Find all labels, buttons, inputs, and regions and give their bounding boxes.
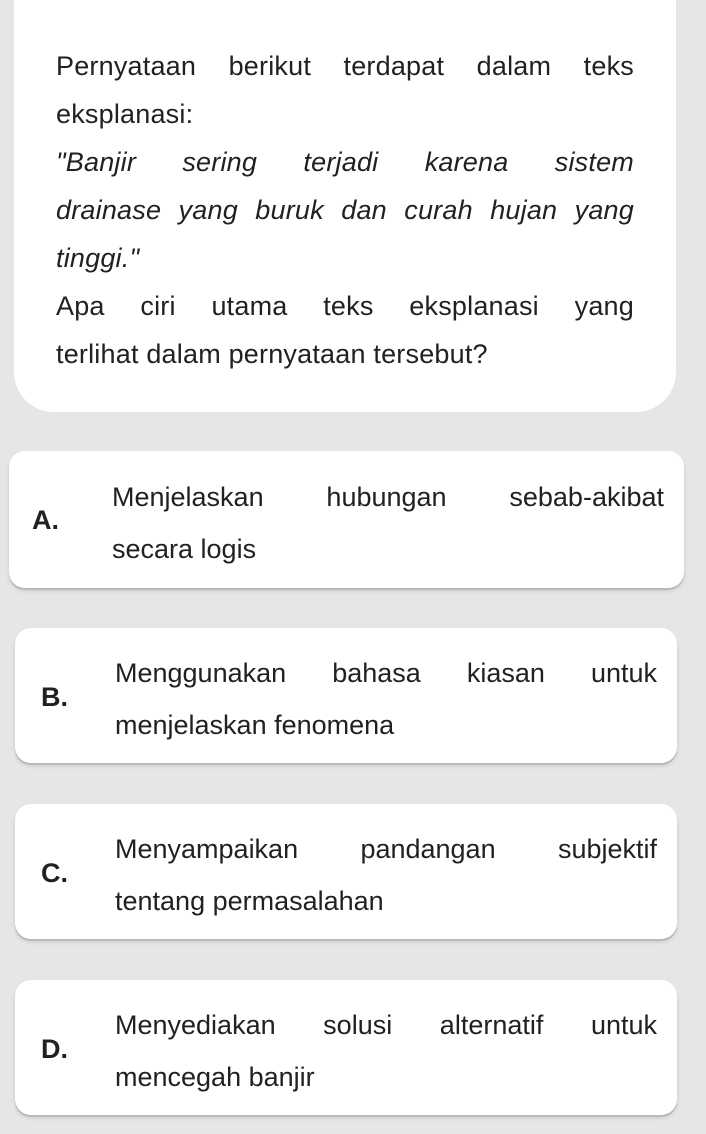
quote-line-2: drainase yang buruk dan curah hujan yang: [56, 195, 634, 225]
question-line-1: Pernyataan berikut terdapat dalam teks: [56, 51, 634, 81]
question-line-2: eksplanasi:: [56, 99, 194, 129]
option-d-text: [115, 999, 657, 1103]
option-c-line-2: tentang permasalahan: [115, 886, 384, 916]
option-a-letter: A.: [32, 505, 59, 535]
option-a-line-1: Menjelaskan hubungan sebab-akibat: [112, 482, 664, 512]
option-c-button[interactable]: [15, 804, 677, 939]
prompt-line-1: Apa ciri utama teks eksplanasi yang: [56, 291, 634, 321]
option-a-line-2: secara logis: [112, 534, 257, 564]
option-b-letter: B.: [41, 682, 68, 712]
option-c-line-1: Menyampaikan pandangan subjektif: [115, 834, 657, 864]
quote-line-1: "Banjir sering terjadi karena sistem: [56, 147, 634, 177]
option-b-line-2: menjelaskan fenomena: [115, 710, 395, 740]
option-d-line-1: Menyediakan solusi alternatif untuk: [115, 1010, 657, 1040]
option-a-text: [112, 471, 664, 575]
prompt-line-2: terlihat dalam pernyataan tersebut?: [56, 339, 488, 369]
option-c-letter: C.: [41, 858, 68, 888]
question-card: [14, 0, 676, 412]
quote-line-3: tinggi.": [56, 243, 140, 273]
option-b-text: [115, 647, 657, 751]
option-b-button[interactable]: [15, 628, 677, 763]
option-d-button[interactable]: [15, 980, 677, 1115]
option-a-button[interactable]: [9, 451, 684, 588]
option-c-text: [115, 823, 657, 927]
option-d-line-2: mencegah banjir: [115, 1062, 315, 1092]
option-b-line-1: Menggunakan bahasa kiasan untuk: [115, 658, 657, 688]
option-d-letter: D.: [41, 1034, 68, 1064]
